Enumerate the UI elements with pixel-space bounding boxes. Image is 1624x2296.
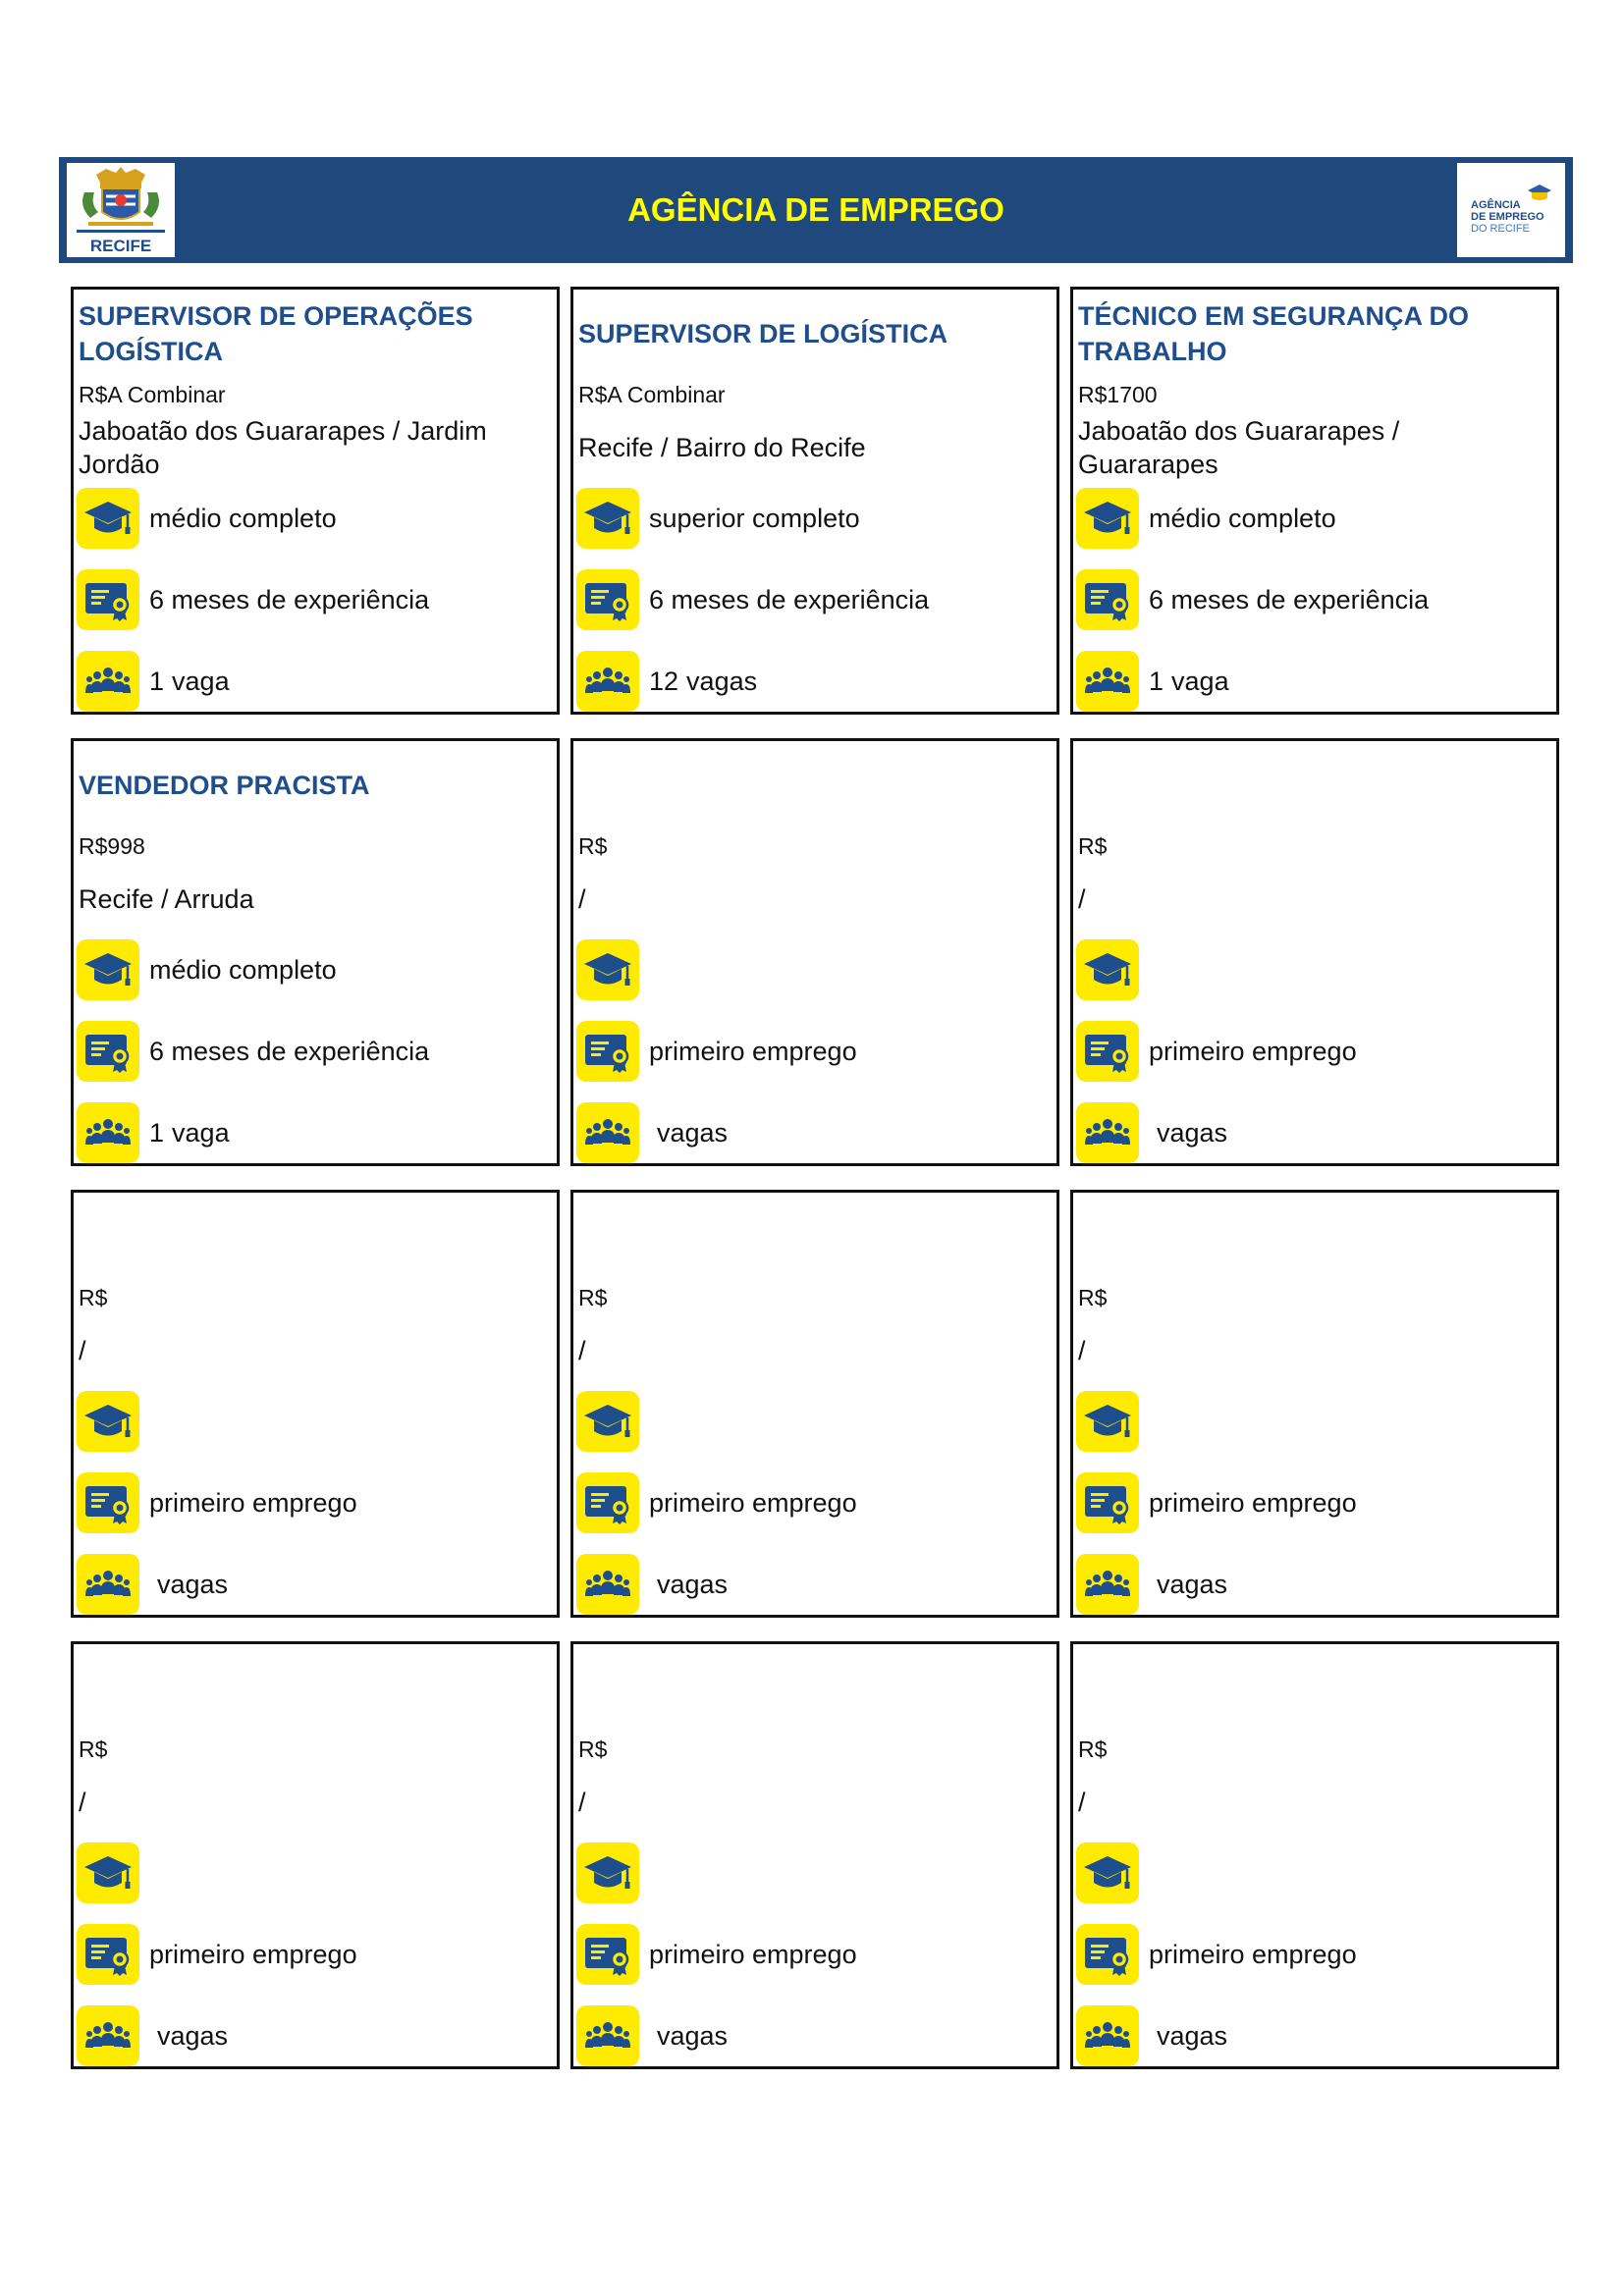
job-title: SUPERVISOR DE LOGÍSTICA [578, 319, 948, 348]
job-card-1 [71, 287, 560, 715]
experience-text: primeiro emprego [649, 1940, 857, 1969]
experience-row [1076, 1019, 1550, 1084]
job-card-6 [1070, 738, 1559, 1166]
job-card-3 [1070, 287, 1559, 715]
vacancies-text [149, 2019, 228, 2053]
job-title [1078, 1197, 1548, 1277]
experience-row [77, 1019, 551, 1084]
education-row [77, 486, 551, 551]
job-location: Recife / Bairro do Recife [578, 433, 866, 462]
experience-text: primeiro emprego [149, 1488, 357, 1518]
education-row [576, 1389, 1051, 1454]
education-row [1076, 486, 1550, 551]
vacancies-text [1149, 1568, 1227, 1601]
job-location: / [1078, 1336, 1086, 1365]
job-location: / [578, 884, 586, 914]
vacancies-label: vagas [1157, 1118, 1228, 1148]
job-location: / [578, 1788, 586, 1817]
experience-text: 6 meses de experiência [149, 585, 430, 614]
job-salary: R$ [1078, 1736, 1108, 1762]
people-group-icon [1076, 1102, 1139, 1163]
vacancies-text [649, 665, 757, 698]
job-salary: R$1700 [1078, 382, 1158, 407]
certificate-icon [77, 569, 139, 630]
job-location: Recife / Arruda [79, 884, 254, 914]
job-title [1078, 745, 1548, 826]
job-card-11 [570, 1641, 1059, 2069]
experience-row [77, 567, 551, 632]
job-location: / [79, 1788, 86, 1817]
graduation-cap-icon [576, 488, 639, 549]
job-location: Jaboatão dos Guararapes / Jardim Jordão [79, 416, 487, 479]
people-group-icon [576, 1102, 639, 1163]
job-card-7 [71, 1190, 560, 1618]
job-card-8 [570, 1190, 1059, 1618]
svg-text:RECIFE: RECIFE [89, 237, 152, 255]
experience-row [77, 1922, 551, 1987]
certificate-icon [1076, 1472, 1139, 1533]
people-group-icon [77, 2005, 139, 2066]
certificate-icon [1076, 1021, 1139, 1082]
job-card-12 [1070, 1641, 1559, 2069]
experience-row [1076, 567, 1550, 632]
vacancies-label: vagas [1157, 1570, 1228, 1599]
education-row [1076, 937, 1550, 1002]
vacancies-row [576, 1552, 1051, 1617]
job-title [578, 1197, 1049, 1277]
vacancies-row [1076, 649, 1550, 714]
people-group-icon [1076, 1554, 1139, 1615]
job-salary: R$ [578, 1285, 608, 1310]
vacancies-label: vagas [157, 1570, 229, 1599]
graduation-cap-icon [1076, 488, 1139, 549]
job-salary: R$ [578, 833, 608, 859]
vacancies-text [649, 2019, 728, 2053]
vacancies-label: vagas [657, 2021, 729, 2051]
job-salary: R$A Combinar [578, 382, 726, 407]
vacancies-row [576, 2003, 1051, 2068]
job-card-9 [1070, 1190, 1559, 1618]
people-group-icon [77, 651, 139, 712]
job-title [1078, 1648, 1548, 1729]
vacancies-count: 1 [149, 667, 165, 696]
job-location: Jaboatão dos Guararapes / Guararapes [1078, 416, 1400, 479]
people-group-icon [576, 651, 639, 712]
vacancies-row [77, 2003, 551, 2068]
experience-row [576, 1470, 1051, 1535]
people-group-icon [1076, 651, 1139, 712]
job-card-4 [71, 738, 560, 1166]
vacancies-text [149, 1116, 230, 1149]
job-location: / [1078, 884, 1086, 914]
vacancies-row [576, 1100, 1051, 1165]
experience-row [1076, 1922, 1550, 1987]
graduation-cap-icon [1076, 1391, 1139, 1452]
vacancies-row [1076, 1552, 1550, 1617]
graduation-cap-icon [1076, 1842, 1139, 1903]
svg-text:DO RECIFE: DO RECIFE [1471, 223, 1530, 235]
vacancies-label: vagas [657, 1570, 729, 1599]
job-salary: R$ [1078, 1285, 1108, 1310]
experience-text: primeiro emprego [1149, 1037, 1357, 1066]
people-group-icon [77, 1554, 139, 1615]
vacancies-text [649, 1116, 728, 1149]
experience-text: 6 meses de experiência [1149, 585, 1430, 614]
graduation-cap-icon [576, 1842, 639, 1903]
experience-text: primeiro emprego [649, 1488, 857, 1518]
certificate-icon [77, 1924, 139, 1985]
job-salary: R$998 [79, 833, 145, 859]
job-salary: R$ [1078, 833, 1108, 859]
job-salary: R$A Combinar [79, 382, 226, 407]
education-row [77, 1389, 551, 1454]
page-title: AGÊNCIA DE EMPREGO [627, 191, 1004, 228]
education-text: médio completo [1149, 504, 1336, 533]
vacancies-label: vaga [1171, 667, 1229, 696]
job-salary: R$ [578, 1736, 608, 1762]
education-row [576, 937, 1051, 1002]
certificate-icon [1076, 569, 1139, 630]
education-row [576, 486, 1051, 551]
graduation-cap-icon [1076, 939, 1139, 1000]
vacancies-text [1149, 665, 1229, 698]
experience-row [77, 1470, 551, 1535]
job-card-2 [570, 287, 1059, 715]
vacancies-label: vaga [172, 667, 230, 696]
graduation-cap-icon [576, 939, 639, 1000]
job-salary: R$ [79, 1736, 108, 1762]
experience-text: 6 meses de experiência [649, 585, 930, 614]
job-title [578, 1648, 1049, 1729]
experience-text: primeiro emprego [649, 1037, 857, 1066]
experience-row [576, 567, 1051, 632]
job-title: SUPERVISOR DE OPERAÇÕES LOGÍSTICA [79, 301, 473, 366]
vacancies-count: 1 [149, 1118, 165, 1148]
certificate-icon [77, 1021, 139, 1082]
certificate-icon [77, 1472, 139, 1533]
education-row [576, 1841, 1051, 1905]
vacancies-row [1076, 1100, 1550, 1165]
vacancies-text [649, 1568, 728, 1601]
vacancies-text [1149, 1116, 1227, 1149]
experience-row [576, 1922, 1051, 1987]
job-location: / [1078, 1788, 1086, 1817]
vacancies-row [77, 1552, 551, 1617]
graduation-cap-icon [77, 488, 139, 549]
experience-text: primeiro emprego [149, 1940, 357, 1969]
graduation-cap-icon [576, 1391, 639, 1452]
graduation-cap-icon [77, 1842, 139, 1903]
education-row [77, 1841, 551, 1905]
certificate-icon [576, 1924, 639, 1985]
vacancies-label: vaga [172, 1118, 230, 1148]
job-salary: R$ [79, 1285, 108, 1310]
job-title [578, 745, 1049, 826]
job-title: VENDEDOR PRACISTA [79, 771, 370, 800]
vacancies-label: vagas [157, 2021, 229, 2051]
job-card-10 [71, 1641, 560, 2069]
people-group-icon [576, 2005, 639, 2066]
education-row [77, 937, 551, 1002]
experience-text: 6 meses de experiência [149, 1037, 430, 1066]
certificate-icon [576, 569, 639, 630]
education-row [1076, 1389, 1550, 1454]
experience-row [1076, 1470, 1550, 1535]
certificate-icon [576, 1021, 639, 1082]
certificate-icon [1076, 1924, 1139, 1985]
vacancies-text [149, 665, 230, 698]
vacancies-row [576, 649, 1051, 714]
education-row [1076, 1841, 1550, 1905]
certificate-icon [576, 1472, 639, 1533]
job-location: / [578, 1336, 586, 1365]
job-title [79, 1648, 549, 1729]
vacancies-label: vagas [657, 1118, 729, 1148]
education-text: médio completo [149, 955, 337, 985]
vacancies-label: vagas [686, 667, 758, 696]
vacancies-count: 1 [1149, 667, 1164, 696]
job-title [79, 1197, 549, 1277]
vacancies-text [1149, 2019, 1227, 2053]
graduation-cap-icon [77, 1391, 139, 1452]
agencia-emprego-logo [1457, 163, 1565, 257]
education-text: superior completo [649, 504, 860, 533]
people-group-icon [576, 1554, 639, 1615]
job-title: TÉCNICO EM SEGURANÇA DO TRABALHO [1078, 301, 1470, 366]
vacancies-row [1076, 2003, 1550, 2068]
svg-text:DE EMPREGO: DE EMPREGO [1471, 211, 1544, 223]
experience-row [576, 1019, 1051, 1084]
svg-text:AGÊNCIA: AGÊNCIA [1471, 199, 1521, 211]
experience-text: primeiro emprego [1149, 1488, 1357, 1518]
vacancies-row [77, 1100, 551, 1165]
people-group-icon [1076, 2005, 1139, 2066]
job-card-5 [570, 738, 1059, 1166]
vacancies-label: vagas [1157, 2021, 1228, 2051]
education-text: médio completo [149, 504, 337, 533]
vacancies-text [149, 1568, 228, 1601]
job-location: / [79, 1336, 86, 1365]
experience-text: primeiro emprego [1149, 1940, 1357, 1969]
page-header [59, 157, 1573, 263]
vacancies-count: 12 [649, 667, 679, 696]
people-group-icon [77, 1102, 139, 1163]
vacancies-row [77, 649, 551, 714]
graduation-cap-icon [77, 939, 139, 1000]
